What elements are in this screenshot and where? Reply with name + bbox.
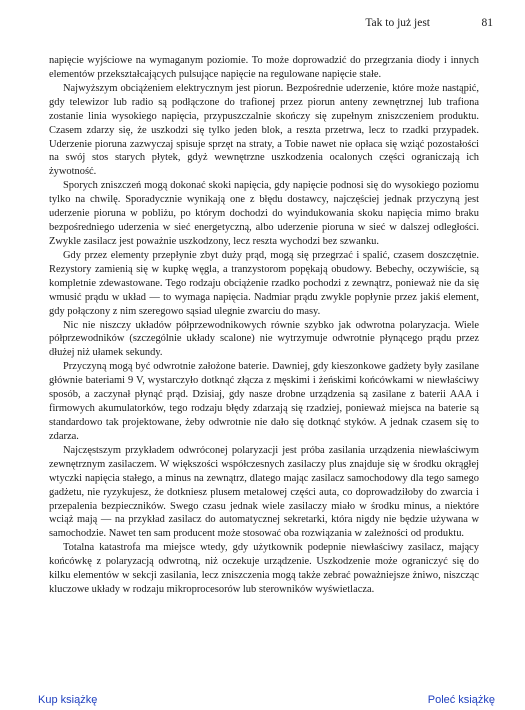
running-header bbox=[0, 17, 525, 33]
buy-book-link[interactable]: Kup książkę bbox=[38, 694, 98, 706]
paragraph: napięcie wyjściowe na wymaganym poziomie. To może doprowadzić do przegrzania diody i innych elementów przekształcających pulsujące napięcie na regulowane napięcie stałe. bbox=[49, 55, 479, 80]
paragraph: Sporych zniszczeń mogą dokonać skoki napięcia, gdy napięcie podnosi się do wysokiego poziomu tylko na chwilę. Sporadycznie wynikają one z błędu dostawcy, najczęściej jednak przyczyną jest uderzenie pioruna w pobliżu, po którym dochodzi do wyindukowania skoku napięcia mimo braku bezpośredniego uderzenia w sieć energetyczną, albo uderzenie pioruna w sieć w dalszej odległości. Zwykle zasilacz jest poważnie uszkodzony, lecz reszta wychodzi bez szwanku. bbox=[49, 180, 479, 247]
body-text bbox=[49, 54, 479, 597]
paragraph: Nic nie niszczy układów półprzewodnikowych równie szybko jak odwrotna polaryzacja. Wiele półprzewodników (szczególnie układy scalone) nie wytrzymuje odwrotnie płynącego prądu przez dłużej niż ułamek sekundy. bbox=[49, 319, 479, 359]
paragraph: Totalna katastrofa ma miejsce wtedy, gdy użytkownik podepnie niewłaściwy zasilacz, mający końcówkę z polaryzacją odwrotną, niż oczekuje urządzenie. Uszkodzenie może ograniczyć się do kilku elementów w sekcji zasilania, lecz zniszczenia mogą także zebrać poważniejsze żniwo, niszcząc kluczowe układy w rodzaju mikroprocesorów lub sterowników wyświetlacza. bbox=[49, 542, 479, 596]
page-number: 81 bbox=[481, 17, 493, 29]
paragraph: Przyczyną mogą być odwrotnie założone baterie. Dawniej, gdy kieszonkowe gadżety były zasilane głównie bateriami 9 V, wystarczyło dotknąć złącza z męskimi i żeńskimi końcówkami w niewłaściwy sposób, a zaczynał płynąć prąd. Dzisiaj, gdy nasze drobne urządzenia są zasilane z baterii AAA i firmowych akumulatorków, tego rodzaju błędy zdarzają się rzadziej, ponieważ miejsca na baterie są standardowo tak projektowane, żeby odwrotnie nie dało się dotknąć styków. A jednak czasem się to zdarza. bbox=[49, 361, 479, 442]
recommend-book-link[interactable]: Poleć książkę bbox=[427, 694, 495, 706]
paragraph: Najwyższym obciążeniem elektrycznym jest piorun. Bezpośrednie uderzenie, które może nastąpić, gdy telewizor lub radio są podłączone do trafionej przez piorun anteny zewnętrznej lub trafiona zostanie linia wysokiego napięcia, przypuszczalnie skończy się zupełnym zniszczeniem produktu. Czasem zdarzy się, że uszkodzi się tylko jeden blok, a reszta przetrwa, lecz to rzadki przypadek. Uderzenie pioruna zazwyczaj spisuje sprzęt na straty, a Tobie nawet nie opłaca się wziąć pozostałości na swój stos starych płytek, gdyż wewnętrzne uszkodzenia ocalonych części ograniczają ich żywotność. bbox=[49, 82, 479, 178]
paragraph: Najczęstszym przykładem odwróconej polaryzacji jest próba zasilania urządzenia niewłaściwym zewnętrznym zasilaczem. W większości współczesnych zasilaczy plus znajduje się w środku okrągłej wtyczki napięcia stałego, a minus na zewnątrz, dlatego mając zasilacz samochodowy dla tego samego gadżetu, nie ryzykujesz, że dotkniesz plusem metalowej części auta, co doprowadziłoby do zwarcia i przepalenia bezpieczników. Swego czasu jednak wiele zasilaczy miało w środku minus, a niektóre wciąż mają — na przykład zasilacz do automatycznej sekretarki, która nigdy nie będzie używana w samochodzie. Nawet ten sam producent może stosować oba rozwiązania w zależności od produktu. bbox=[49, 444, 479, 540]
paragraph: Gdy przez elementy przepłynie zbyt duży prąd, mogą się przegrzać i spalić, czasem doszczętnie. Rezystory zamienią się w kupkę węgla, a tranzystorom popękają obudowy. Bebechy, oczywiście, są kompletnie zdewastowane. Tego rodzaju obciążenie rzadko pochodzi z zewnątrz, ponieważ nie da się wmusić prądu w układ — to wymaga napięcia. Nadmiar prądu zwykle popłynie przez jakiś element, gdy połączony z nim szeregowo sąsiad ulegnie zwarciu do masy. bbox=[49, 249, 479, 317]
chapter-title: Tak to już jest bbox=[365, 17, 430, 29]
